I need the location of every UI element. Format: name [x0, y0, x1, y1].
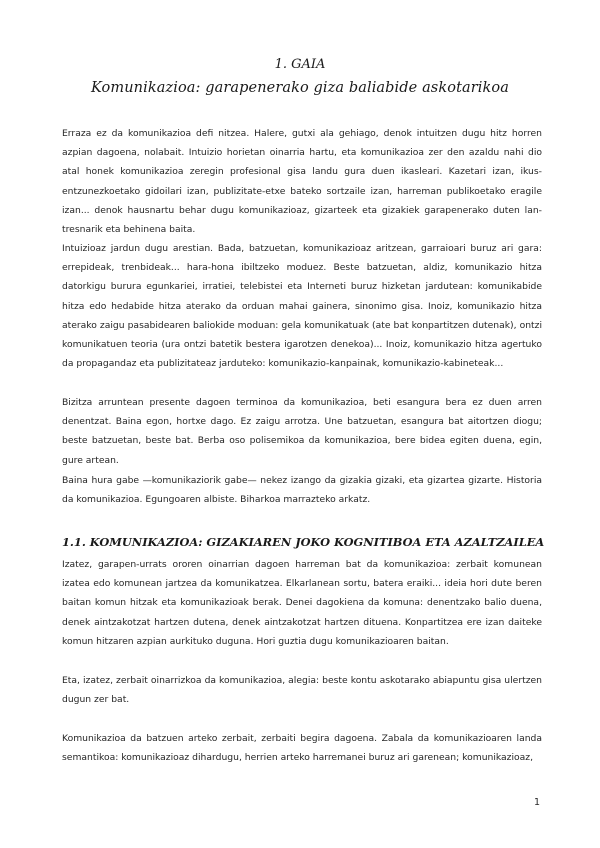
paragraph-6: Eta, izatez, zerbait oinarrizkoa da komunikazioa, alegia: beste kontu askotarako abiapuntu gisa ulertzen dugun zer bat.: [62, 675, 542, 706]
paragraph-5: Izatez, garapen-urrats ororen oinarrian dagoen harreman bat da komunikazioa: zerbait komunean izatea edo komunean jartzea da komunikatzea. Elkarlanean sortu, batera eraiki... ideia hori dute beren baitan komun hitzak eta komunikazioak berak. Denei dagokiena da komuna: denentzako balio duena, denek aintzakotzat hartzen dutena, denek aintzakotzat hartzen dituena. Konpartitzea ere izan daiteke komun hitzaren azpian aurkituko duguna. Hori guztia dugu komunikazioaren baitan.: [62, 559, 542, 647]
paragraph-7: Komunikazioa da batzuen arteko zerbait, zerbaiti begira dagoena. Zabala da komunikazioaren landa semantikoa: komunikazioaz dihardugu, herrien arteko harremanei buruz ari garenean; komunikazioaz,: [62, 733, 542, 764]
chapter-number: 1. GAIA: [274, 57, 326, 72]
chapter-title: Komunikazioa: garapenerako giza baliabide askotarikoa: [91, 80, 509, 96]
page-number: 1: [534, 797, 541, 808]
paragraph-3: Bizitza arruntean presente dagoen terminoa da komunikazioa, beti esangura bera ez duen arren denentzat. Baina egon, hortxe dago. Ez zaigu arrotza. Une batzuetan, esangura bat aitortzen diogu; beste batzuetan, beste bat. Berba oso polisemikoa da komunikazioa, bere bidea egiten duena, egin, gure artean.: [62, 397, 542, 466]
paragraph-1: Erraza ez da komunikazioa defi nitzea. Halere, gutxi ala gehiago, denok intuitzen dugu hitz horren azpian dagoena, nolabait. Intuizio horietan oinarria hartu, eta komunikazioa zer den azaldu nahi dio atal honek komunikazioa zeregin profesional gisa landu gura duen ikasleari. Kazetari izan, ikus-entzunezkoetako gidoilari izan, publizitate-etxe bateko sortzaile izan, harreman publikoetako eragile izan... denok hausnartu behar dugu komunikazioaz, gizarteek eta gizakiek garapenerako duten lan-tresnarik eta behinena baita.: [62, 128, 542, 236]
paragraph-2: Intuizioaz jardun dugu arestian. Bada, batzuetan, komunikazioaz aritzean, garraioari buruz ari gara: errepideak, trenbideak... hara-hona ibiltzeko moduez. Beste batzuetan, aldiz, komunikazio hitza datorkigu burura egunkariei, irratiei, telebistei eta Interneti buruz hizketan jardutean: komunikabide hitza edo hedabide hitza aterako da orduan mahai gainera, sinonimo gisa. Inoiz, komunikazio hitza aterako zaigu pasabidearen baliokide moduan: gela komunikatuak (ate bat konpartitzen dutenak), ontzi komunikatuen teoria (ura ontzi batetik bestera igarotzen denekoa)... Inoiz, komunikazio hitza agertuko da propagandaz eta publizitateaz jarduteko: komunikazio-kanpainak, komunikazio-kabineteak...: [62, 243, 542, 370]
paragraph-4: Baina hura gabe —komunikaziorik gabe— nekez izango da gizakia gizaki, eta gizartea gizarte. Historia da komunikazioa. Egungoaren albiste. Biharkoa marrazteko arkatz.: [62, 475, 542, 506]
section-heading: 1.1. KOMUNIKAZIOA: GIZAKIAREN JOKO KOGNITIBOA ETA AZALTZAILEA: [62, 535, 545, 549]
